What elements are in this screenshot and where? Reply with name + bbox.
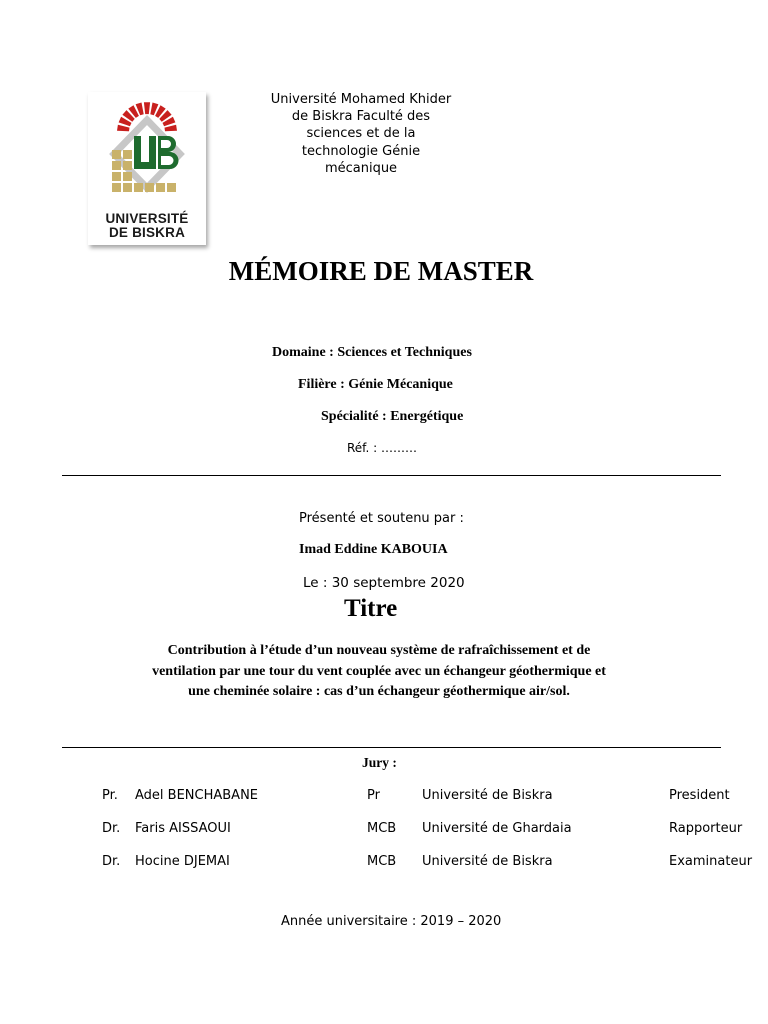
jury-name: Hocine DJEMAI — [135, 854, 230, 869]
jury-name: Faris AISSAOUI — [135, 821, 231, 836]
academic-year: Année universitaire : 2019 – 2020 — [281, 914, 502, 929]
reference-line: Réf. : ……… — [347, 441, 418, 455]
jury-role: Rapporteur — [669, 821, 743, 836]
jury-institution: Université de Biskra — [422, 788, 553, 803]
jury-title: Pr. — [102, 788, 118, 803]
jury-grade: MCB — [367, 854, 397, 869]
titre-heading: Titre — [344, 595, 398, 622]
logo-text-line2: DE BISKRA — [108, 225, 186, 240]
defense-date: Le : 30 septembre 2020 — [303, 575, 465, 591]
presented-by-label: Présenté et soutenu par : — [299, 511, 464, 526]
jury-heading: Jury : — [362, 755, 397, 770]
university-header: Université Mohamed Khider de Biskra Faculté des sciences et de la technologie Génie mécanique — [270, 92, 452, 176]
jury-name: Adel BENCHABANE — [135, 788, 259, 803]
jury-role: Examinateur — [669, 854, 753, 869]
logo-text-line1: UNIVERSITÉ — [105, 211, 189, 226]
university-logo — [88, 92, 206, 245]
author-name: Imad Eddine KABOUIA — [299, 542, 448, 557]
filiere-line: Filière : Génie Mécanique — [298, 377, 453, 392]
jury-title: Dr. — [102, 821, 121, 836]
divider-bottom — [62, 747, 721, 748]
jury-institution: Université de Biskra — [422, 854, 553, 869]
divider-top — [62, 475, 721, 476]
jury-grade: MCB — [367, 821, 397, 836]
jury-grade: Pr — [367, 788, 380, 803]
thesis-title: Contribution à l’étude d’un nouveau système de rafraîchissement et de ventilation par une tour du vent couplée avec un échangeur géothermique et une cheminée solaire : cas d’un échangeur géothermique air/sol. — [152, 643, 606, 699]
domaine-line: Domaine : Sciences et Techniques — [272, 345, 472, 360]
jury-institution: Université de Ghardaia — [422, 821, 572, 836]
jury-title: Dr. — [102, 854, 121, 869]
specialite-line: Spécialité : Energétique — [321, 409, 464, 424]
jury-role: President — [669, 788, 730, 803]
page-title: MÉMOIRE DE MASTER — [228, 256, 534, 286]
